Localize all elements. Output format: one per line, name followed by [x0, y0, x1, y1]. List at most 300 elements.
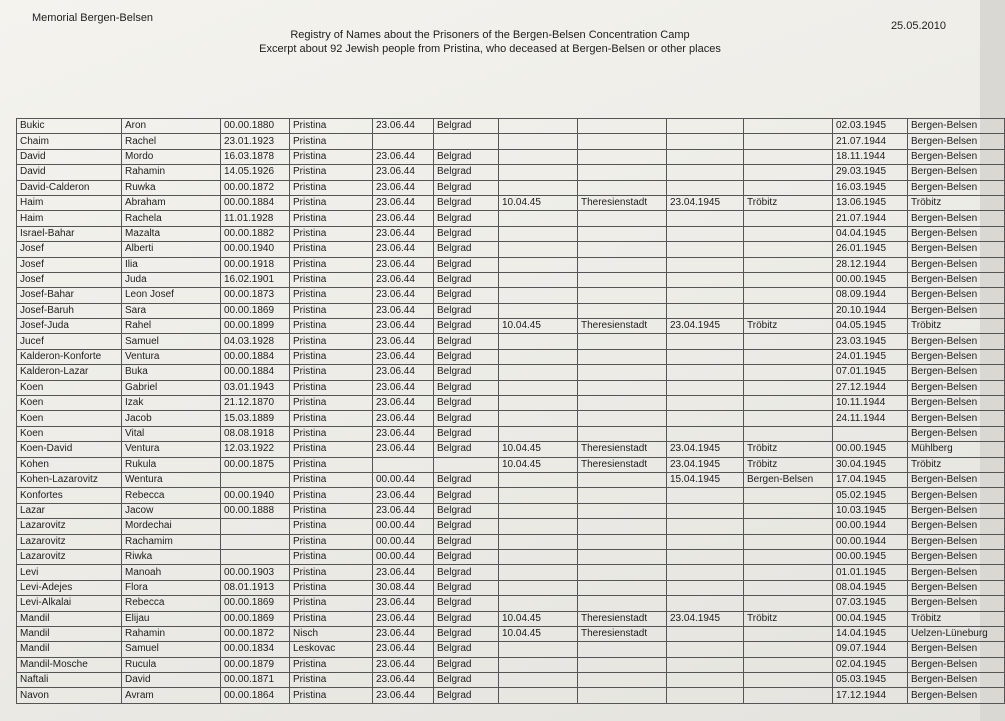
cell-liberation-date	[667, 303, 744, 318]
cell-transfer-camp	[578, 380, 667, 395]
cell-deport-from: Belgrad	[434, 442, 499, 457]
cell-deport-date: 23.06.44	[373, 380, 434, 395]
cell-liberation-place	[744, 149, 833, 164]
table-row	[17, 426, 1005, 441]
cell-deport-from: Belgrad	[434, 226, 499, 241]
cell-death-date: 30.04.1945	[833, 457, 908, 472]
cell-death-place: Bergen-Belsen	[908, 380, 1005, 395]
cell-death-place: Tröbitz	[908, 457, 1005, 472]
cell-liberation-place	[744, 349, 833, 364]
cell-death-place: Tröbitz	[908, 611, 1005, 626]
cell-transfer-camp: Theresienstadt	[578, 442, 667, 457]
cell-deport-from: Belgrad	[434, 180, 499, 195]
cell-deport-from: Belgrad	[434, 519, 499, 534]
cell-deport-date: 23.06.44	[373, 657, 434, 672]
cell-surname: Kohen-Lazarovitz	[17, 472, 122, 487]
cell-death-date: 24.11.1944	[833, 411, 908, 426]
cell-transfer-camp	[578, 149, 667, 164]
cell-liberation-place	[744, 365, 833, 380]
cell-first-name: Rachel	[122, 134, 221, 149]
cell-birth-date: 00.00.1872	[221, 626, 290, 641]
cell-death-date: 02.03.1945	[833, 119, 908, 134]
cell-birth-date: 00.00.1884	[221, 365, 290, 380]
cell-death-date: 01.01.1945	[833, 565, 908, 580]
cell-death-date: 00.00.1945	[833, 549, 908, 564]
cell-deport-from: Belgrad	[434, 549, 499, 564]
cell-deport-from: Belgrad	[434, 195, 499, 210]
cell-liberation-date	[667, 180, 744, 195]
cell-death-date	[833, 426, 908, 441]
cell-liberation-place	[744, 396, 833, 411]
registry-table-body	[17, 119, 1005, 704]
cell-first-name: Avram	[122, 688, 221, 703]
cell-birth-place: Pristina	[290, 257, 373, 272]
cell-death-place: Bergen-Belsen	[908, 688, 1005, 703]
cell-deport-from: Belgrad	[434, 119, 499, 134]
title-line-2: Excerpt about 92 Jewish people from Pristina, who deceased at Bergen-Belsen or other places	[259, 43, 721, 55]
cell-transfer-camp	[578, 349, 667, 364]
cell-liberation-place	[744, 380, 833, 395]
cell-first-name: Ruwka	[122, 180, 221, 195]
cell-birth-place: Pristina	[290, 442, 373, 457]
cell-deport-date: 30.08.44	[373, 580, 434, 595]
cell-deport-date: 23.06.44	[373, 488, 434, 503]
cell-death-date: 04.05.1945	[833, 319, 908, 334]
cell-birth-place: Pristina	[290, 472, 373, 487]
cell-death-date: 00.00.1945	[833, 442, 908, 457]
cell-transfer-date	[499, 657, 578, 672]
cell-deport-date: 23.06.44	[373, 596, 434, 611]
cell-transfer-camp	[578, 503, 667, 518]
cell-liberation-place	[744, 288, 833, 303]
table-row	[17, 488, 1005, 503]
cell-birth-place: Pristina	[290, 119, 373, 134]
cell-transfer-camp	[578, 396, 667, 411]
table-row	[17, 442, 1005, 457]
cell-transfer-date	[499, 165, 578, 180]
cell-transfer-camp	[578, 488, 667, 503]
cell-birth-place: Pristina	[290, 349, 373, 364]
cell-surname: Koen	[17, 380, 122, 395]
cell-liberation-place	[744, 257, 833, 272]
cell-liberation-date	[667, 211, 744, 226]
cell-deport-date: 23.06.44	[373, 426, 434, 441]
cell-birth-place: Pristina	[290, 688, 373, 703]
cell-deport-from: Belgrad	[434, 365, 499, 380]
cell-deport-date: 00.00.44	[373, 519, 434, 534]
cell-first-name: Wentura	[122, 472, 221, 487]
cell-deport-date: 23.06.44	[373, 119, 434, 134]
cell-transfer-camp	[578, 272, 667, 287]
cell-transfer-date	[499, 365, 578, 380]
cell-death-date: 00.00.1945	[833, 272, 908, 287]
table-row	[17, 688, 1005, 703]
cell-death-date: 04.04.1945	[833, 226, 908, 241]
cell-death-place: Bergen-Belsen	[908, 488, 1005, 503]
cell-death-place: Bergen-Belsen	[908, 226, 1005, 241]
cell-liberation-date	[667, 365, 744, 380]
cell-birth-date: 00.00.1879	[221, 657, 290, 672]
cell-birth-date: 16.03.1878	[221, 149, 290, 164]
cell-surname: Naftali	[17, 673, 122, 688]
cell-deport-from: Belgrad	[434, 534, 499, 549]
cell-death-date: 07.03.1945	[833, 596, 908, 611]
cell-liberation-date	[667, 626, 744, 641]
table-row	[17, 657, 1005, 672]
cell-death-place: Bergen-Belsen	[908, 519, 1005, 534]
cell-birth-place: Pristina	[290, 519, 373, 534]
document-title	[180, 28, 800, 56]
cell-liberation-date	[667, 488, 744, 503]
cell-death-place: Bergen-Belsen	[908, 565, 1005, 580]
cell-liberation-date	[667, 503, 744, 518]
cell-surname: Levi	[17, 565, 122, 580]
cell-deport-date: 23.06.44	[373, 565, 434, 580]
cell-death-place: Bergen-Belsen	[908, 657, 1005, 672]
cell-transfer-camp	[578, 119, 667, 134]
cell-death-place: Tröbitz	[908, 195, 1005, 210]
cell-deport-date: 23.06.44	[373, 349, 434, 364]
cell-liberation-place	[744, 488, 833, 503]
cell-deport-from: Belgrad	[434, 211, 499, 226]
cell-birth-place: Pristina	[290, 365, 373, 380]
cell-birth-date: 00.00.1882	[221, 226, 290, 241]
cell-birth-place: Pristina	[290, 134, 373, 149]
cell-death-date: 09.07.1944	[833, 642, 908, 657]
cell-transfer-camp: Theresienstadt	[578, 457, 667, 472]
cell-liberation-date	[667, 257, 744, 272]
cell-transfer-camp	[578, 673, 667, 688]
cell-liberation-place	[744, 180, 833, 195]
table-row	[17, 319, 1005, 334]
cell-deport-date: 23.06.44	[373, 226, 434, 241]
table-row	[17, 503, 1005, 518]
cell-surname: Kohen	[17, 457, 122, 472]
cell-surname: Israel-Bahar	[17, 226, 122, 241]
table-row	[17, 534, 1005, 549]
cell-first-name: Aron	[122, 119, 221, 134]
cell-deport-date: 23.06.44	[373, 334, 434, 349]
cell-transfer-date	[499, 396, 578, 411]
cell-liberation-place: Bergen-Belsen	[744, 472, 833, 487]
cell-birth-place: Leskovac	[290, 642, 373, 657]
cell-surname: Koen	[17, 426, 122, 441]
cell-surname: Mandil	[17, 626, 122, 641]
cell-birth-place: Pristina	[290, 657, 373, 672]
cell-liberation-place	[744, 549, 833, 564]
cell-liberation-date	[667, 642, 744, 657]
cell-first-name: Leon Josef	[122, 288, 221, 303]
cell-deport-from: Belgrad	[434, 657, 499, 672]
cell-birth-date: 00.00.1888	[221, 503, 290, 518]
cell-transfer-date	[499, 642, 578, 657]
cell-first-name: Jacow	[122, 503, 221, 518]
cell-liberation-date	[667, 426, 744, 441]
cell-death-place: Bergen-Belsen	[908, 503, 1005, 518]
cell-transfer-camp	[578, 226, 667, 241]
table-row	[17, 596, 1005, 611]
cell-death-place: Bergen-Belsen	[908, 119, 1005, 134]
cell-deport-from: Belgrad	[434, 503, 499, 518]
cell-first-name: Rucula	[122, 657, 221, 672]
cell-deport-date: 23.06.44	[373, 396, 434, 411]
cell-birth-date: 15.03.1889	[221, 411, 290, 426]
cell-liberation-date	[667, 657, 744, 672]
cell-liberation-date	[667, 119, 744, 134]
cell-death-date: 24.01.1945	[833, 349, 908, 364]
cell-deport-date: 23.06.44	[373, 626, 434, 641]
cell-death-place: Bergen-Belsen	[908, 596, 1005, 611]
cell-transfer-camp	[578, 549, 667, 564]
cell-transfer-date	[499, 257, 578, 272]
cell-transfer-date	[499, 226, 578, 241]
cell-birth-place: Pristina	[290, 457, 373, 472]
cell-liberation-place: Tröbitz	[744, 442, 833, 457]
cell-death-place: Bergen-Belsen	[908, 165, 1005, 180]
cell-birth-place: Pristina	[290, 319, 373, 334]
cell-surname: David	[17, 149, 122, 164]
cell-transfer-camp	[578, 134, 667, 149]
cell-first-name: Rahel	[122, 319, 221, 334]
cell-liberation-place	[744, 426, 833, 441]
cell-transfer-camp	[578, 688, 667, 703]
cell-death-place: Bergen-Belsen	[908, 396, 1005, 411]
cell-death-place: Bergen-Belsen	[908, 580, 1005, 595]
cell-deport-date: 23.06.44	[373, 288, 434, 303]
cell-deport-from: Belgrad	[434, 257, 499, 272]
cell-deport-from: Belgrad	[434, 642, 499, 657]
cell-liberation-date	[667, 565, 744, 580]
cell-liberation-date	[667, 165, 744, 180]
cell-liberation-date	[667, 549, 744, 564]
cell-surname: Jucef	[17, 334, 122, 349]
cell-deport-date: 00.00.44	[373, 472, 434, 487]
cell-transfer-date: 10.04.45	[499, 457, 578, 472]
cell-death-place: Bergen-Belsen	[908, 303, 1005, 318]
cell-death-date: 26.01.1945	[833, 242, 908, 257]
cell-liberation-date	[667, 596, 744, 611]
cell-birth-date: 03.01.1943	[221, 380, 290, 395]
cell-death-place: Bergen-Belsen	[908, 642, 1005, 657]
cell-first-name: Mordo	[122, 149, 221, 164]
cell-transfer-date	[499, 596, 578, 611]
cell-death-date: 10.03.1945	[833, 503, 908, 518]
cell-transfer-camp	[578, 303, 667, 318]
cell-surname: Josef-Juda	[17, 319, 122, 334]
cell-liberation-place	[744, 534, 833, 549]
table-row	[17, 226, 1005, 241]
cell-liberation-date	[667, 519, 744, 534]
cell-death-date: 05.02.1945	[833, 488, 908, 503]
cell-liberation-place	[744, 411, 833, 426]
cell-birth-date: 00.00.1869	[221, 611, 290, 626]
cell-liberation-date	[667, 334, 744, 349]
cell-deport-from: Belgrad	[434, 334, 499, 349]
cell-first-name: Samuel	[122, 642, 221, 657]
cell-death-place: Bergen-Belsen	[908, 426, 1005, 441]
cell-liberation-date: 23.04.1945	[667, 457, 744, 472]
cell-first-name: Rukula	[122, 457, 221, 472]
cell-surname: Josef	[17, 272, 122, 287]
cell-birth-place: Pristina	[290, 242, 373, 257]
cell-deport-date	[373, 134, 434, 149]
cell-first-name: Izak	[122, 396, 221, 411]
cell-deport-date: 00.00.44	[373, 534, 434, 549]
table-row	[17, 457, 1005, 472]
table-row	[17, 334, 1005, 349]
cell-first-name: Elijau	[122, 611, 221, 626]
cell-deport-from: Belgrad	[434, 319, 499, 334]
cell-birth-place: Pristina	[290, 503, 373, 518]
cell-surname: Koen-David	[17, 442, 122, 457]
cell-birth-place: Pristina	[290, 673, 373, 688]
cell-deport-from	[434, 457, 499, 472]
cell-deport-from: Belgrad	[434, 596, 499, 611]
table-row	[17, 242, 1005, 257]
cell-transfer-camp: Theresienstadt	[578, 611, 667, 626]
cell-birth-place: Pristina	[290, 411, 373, 426]
cell-birth-place: Pristina	[290, 580, 373, 595]
cell-deport-date	[373, 457, 434, 472]
cell-death-date: 20.10.1944	[833, 303, 908, 318]
cell-surname: Konfortes	[17, 488, 122, 503]
cell-birth-place: Pristina	[290, 611, 373, 626]
cell-transfer-camp	[578, 519, 667, 534]
cell-surname: Mandil	[17, 642, 122, 657]
cell-surname: Koen	[17, 396, 122, 411]
cell-liberation-date	[667, 288, 744, 303]
cell-deport-from: Belgrad	[434, 396, 499, 411]
cell-transfer-date	[499, 242, 578, 257]
cell-first-name: Juda	[122, 272, 221, 287]
cell-liberation-place: Tröbitz	[744, 457, 833, 472]
cell-birth-place: Pristina	[290, 596, 373, 611]
cell-birth-date: 11.01.1928	[221, 211, 290, 226]
cell-transfer-camp	[578, 411, 667, 426]
cell-liberation-place	[744, 657, 833, 672]
cell-transfer-camp	[578, 565, 667, 580]
cell-transfer-date	[499, 549, 578, 564]
cell-deport-date: 23.06.44	[373, 149, 434, 164]
cell-surname: David-Calderon	[17, 180, 122, 195]
cell-birth-place: Pristina	[290, 180, 373, 195]
cell-death-place: Bergen-Belsen	[908, 242, 1005, 257]
table-row	[17, 257, 1005, 272]
cell-birth-date: 00.00.1884	[221, 349, 290, 364]
table-row	[17, 380, 1005, 395]
cell-death-date: 07.01.1945	[833, 365, 908, 380]
cell-transfer-date	[499, 472, 578, 487]
cell-surname: Mandil	[17, 611, 122, 626]
cell-transfer-camp	[578, 534, 667, 549]
cell-death-date: 29.03.1945	[833, 165, 908, 180]
cell-birth-date: 04.03.1928	[221, 334, 290, 349]
cell-deport-date: 23.06.44	[373, 319, 434, 334]
cell-first-name: Mordechai	[122, 519, 221, 534]
cell-death-date: 00.00.1944	[833, 534, 908, 549]
cell-surname: Lazarovitz	[17, 534, 122, 549]
cell-liberation-date: 15.04.1945	[667, 472, 744, 487]
cell-deport-date: 23.06.44	[373, 503, 434, 518]
table-row	[17, 134, 1005, 149]
cell-deport-from	[434, 134, 499, 149]
cell-deport-from: Belgrad	[434, 626, 499, 641]
cell-birth-date: 00.00.1940	[221, 242, 290, 257]
institution-name: Memorial Bergen-Belsen	[32, 12, 154, 24]
table-row	[17, 288, 1005, 303]
cell-death-place: Bergen-Belsen	[908, 134, 1005, 149]
cell-liberation-place	[744, 673, 833, 688]
cell-surname: Lazarovitz	[17, 549, 122, 564]
table-row	[17, 472, 1005, 487]
cell-liberation-date	[667, 380, 744, 395]
table-row	[17, 119, 1005, 134]
cell-surname: Josef	[17, 257, 122, 272]
cell-transfer-date	[499, 272, 578, 287]
cell-deport-from: Belgrad	[434, 565, 499, 580]
cell-transfer-camp	[578, 642, 667, 657]
cell-transfer-date	[499, 380, 578, 395]
cell-liberation-place	[744, 626, 833, 641]
cell-first-name: Rebecca	[122, 596, 221, 611]
cell-transfer-date	[499, 488, 578, 503]
cell-transfer-date	[499, 503, 578, 518]
cell-liberation-place	[744, 272, 833, 287]
cell-liberation-place	[744, 165, 833, 180]
cell-transfer-camp	[578, 334, 667, 349]
cell-transfer-date	[499, 519, 578, 534]
cell-deport-from: Belgrad	[434, 688, 499, 703]
cell-birth-place: Pristina	[290, 426, 373, 441]
cell-birth-date: 00.00.1875	[221, 457, 290, 472]
cell-birth-date: 00.00.1871	[221, 673, 290, 688]
cell-first-name: Abraham	[122, 195, 221, 210]
cell-deport-from: Belgrad	[434, 242, 499, 257]
cell-liberation-place	[744, 596, 833, 611]
cell-birth-date: 00.00.1903	[221, 565, 290, 580]
cell-death-date: 17.04.1945	[833, 472, 908, 487]
table-row	[17, 349, 1005, 364]
cell-surname: Kalderon-Lazar	[17, 365, 122, 380]
cell-birth-place: Pristina	[290, 288, 373, 303]
cell-death-place: Bergen-Belsen	[908, 349, 1005, 364]
table-row	[17, 642, 1005, 657]
table-row	[17, 165, 1005, 180]
cell-birth-date: 00.00.1873	[221, 288, 290, 303]
cell-death-date: 00.00.1944	[833, 519, 908, 534]
cell-death-date: 27.12.1944	[833, 380, 908, 395]
table-row	[17, 396, 1005, 411]
cell-birth-date: 23.01.1923	[221, 134, 290, 149]
cell-birth-date: 00.00.1940	[221, 488, 290, 503]
cell-deport-date: 23.06.44	[373, 257, 434, 272]
cell-birth-place: Pristina	[290, 380, 373, 395]
table-row	[17, 549, 1005, 564]
table-row	[17, 565, 1005, 580]
table-row	[17, 673, 1005, 688]
cell-death-place: Bergen-Belsen	[908, 272, 1005, 287]
cell-first-name: Gabriel	[122, 380, 221, 395]
cell-first-name: David	[122, 673, 221, 688]
cell-surname: Josef-Baruh	[17, 303, 122, 318]
cell-first-name: Buka	[122, 365, 221, 380]
cell-liberation-date	[667, 396, 744, 411]
table-row	[17, 519, 1005, 534]
cell-death-date: 21.07.1944	[833, 211, 908, 226]
cell-birth-date: 00.00.1880	[221, 119, 290, 134]
cell-transfer-date: 10.04.45	[499, 626, 578, 641]
cell-death-date: 10.11.1944	[833, 396, 908, 411]
